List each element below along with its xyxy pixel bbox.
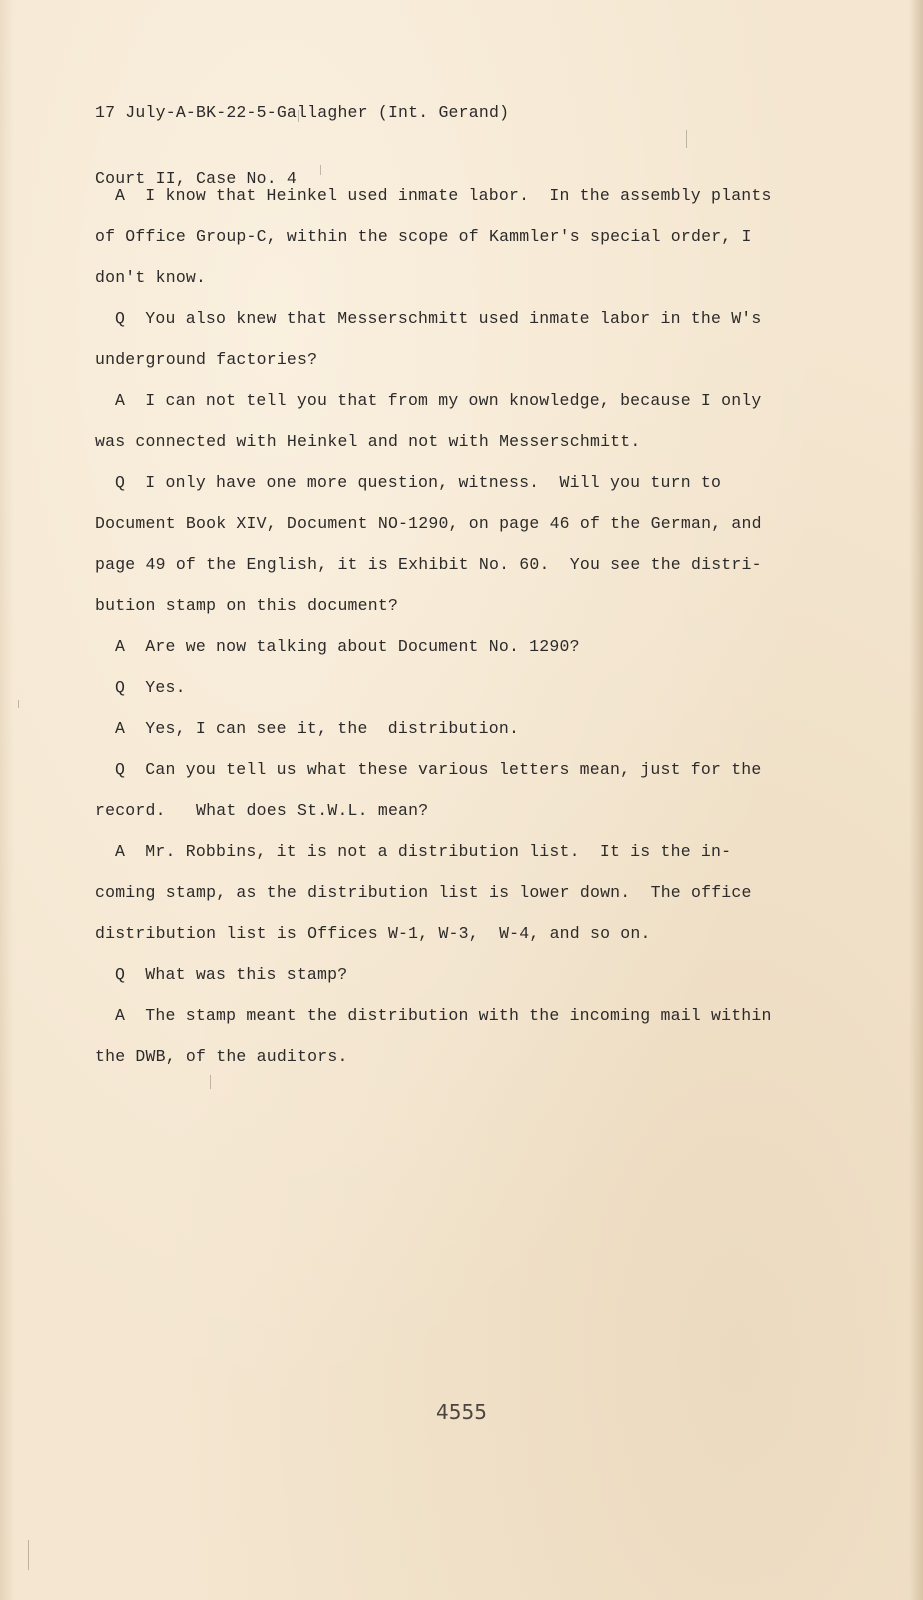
transcript-paragraph <box>95 462 795 626</box>
transcript-line: don't know. <box>95 268 207 287</box>
transcript-line: A Mr. Robbins, it is not a distribution list. It is the in- <box>115 842 732 861</box>
transcript-line: Document Book XIV, Document NO-1290, on page 46 of the German, and <box>95 514 762 533</box>
transcript-body <box>95 175 795 1077</box>
page-number: 4555 <box>436 1400 487 1424</box>
transcript-paragraph <box>95 626 795 667</box>
transcript-paragraph <box>95 831 795 954</box>
transcript-paragraph <box>95 175 795 298</box>
transcript-paragraph <box>95 954 795 995</box>
transcript-line: page 49 of the English, it is Exhibit No. 60. You see the distri- <box>95 555 762 574</box>
transcript-line: A I can not tell you that from my own knowledge, because I only <box>115 391 762 410</box>
paper-speck <box>18 700 19 708</box>
paper-speck <box>320 165 321 175</box>
transcript-line: of Office Group-C, within the scope of Kammler's special order, I <box>95 227 752 246</box>
transcript-line: coming stamp, as the distribution list is lower down. The office <box>95 883 752 902</box>
transcript-line: distribution list is Offices W-1, W-3, W-4, and so on. <box>95 924 651 943</box>
transcript-line: Q What was this stamp? <box>115 965 348 984</box>
transcript-line: record. What does St.W.L. mean? <box>95 801 429 820</box>
transcript-line: underground factories? <box>95 350 318 369</box>
header-court-line: Court II, Case No. 4 <box>95 169 298 188</box>
transcript-line: A I know that Heinkel used inmate labor. In the assembly plants <box>115 186 772 205</box>
transcript-line: Q You also knew that Messerschmitt used inmate labor in the W's <box>115 309 762 328</box>
paper-speck <box>686 130 687 148</box>
transcript-paragraph <box>95 708 795 749</box>
transcript-paragraph <box>95 667 795 708</box>
transcript-line: was connected with Heinkel and not with Messerschmitt. <box>95 432 641 451</box>
transcript-line: A Are we now talking about Document No. 1290? <box>115 637 580 656</box>
transcript-line: bution stamp on this document? <box>95 596 399 615</box>
transcript-line: A The stamp meant the distribution with the incoming mail within <box>115 1006 772 1025</box>
transcript-line: A Yes, I can see it, the distribution. <box>115 719 520 738</box>
transcript-paragraph <box>95 749 795 831</box>
paper-speck <box>298 110 299 122</box>
paper-speck <box>210 1075 211 1089</box>
transcript-paragraph <box>95 995 795 1077</box>
transcript-paragraph <box>95 380 795 462</box>
transcript-paragraph <box>95 298 795 380</box>
transcript-line: Q I only have one more question, witness. Will you turn to <box>115 473 722 492</box>
paper-speck <box>28 1540 29 1570</box>
header-reference-line: 17 July-A-BK-22-5-Gallagher (Int. Gerand) <box>95 103 510 122</box>
transcript-line: Q Can you tell us what these various letters mean, just for the <box>115 760 762 779</box>
transcript-line: the DWB, of the auditors. <box>95 1047 348 1066</box>
transcript-line: Q Yes. <box>115 678 186 697</box>
